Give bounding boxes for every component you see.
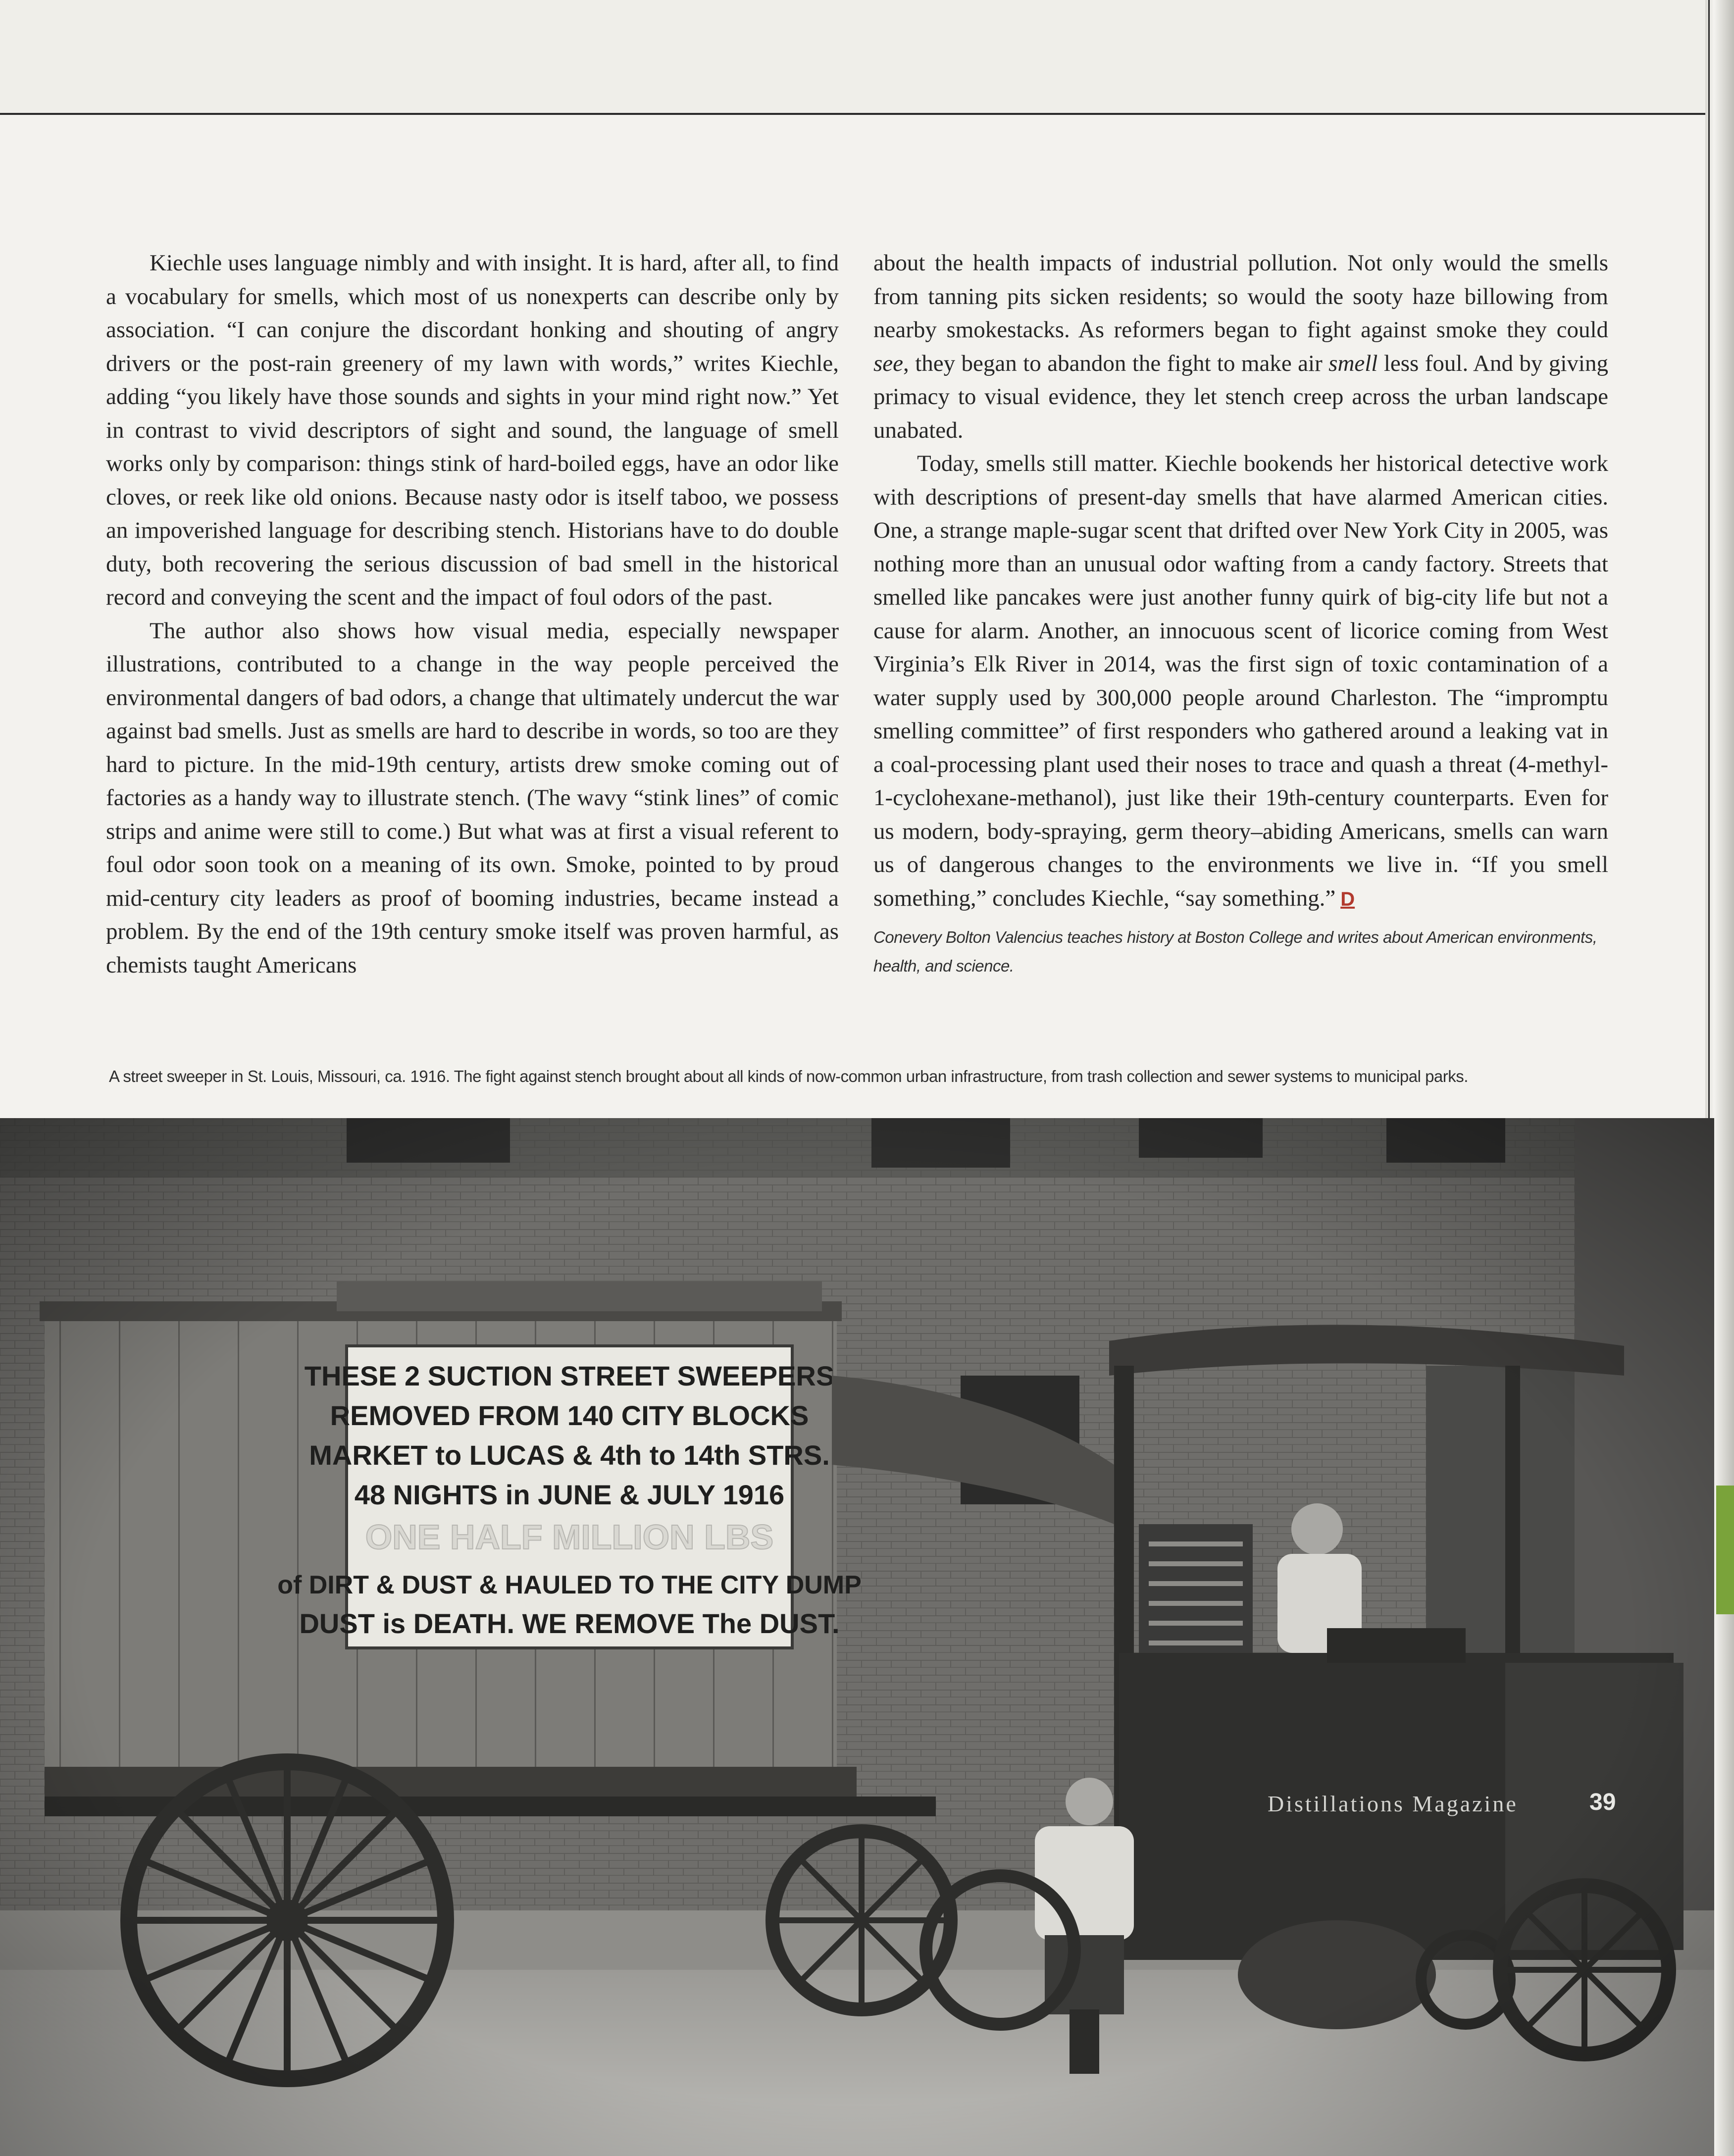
text-run: about the health impacts of industrial pollution. Not only would the smells from tanning pits sicken residents; so would the sooty haze billowing from nearby smokestacks. As reformers began to fight against smoke they could	[873, 250, 1608, 343]
article-paragraph	[873, 447, 1608, 916]
magazine-name: Distillations Magazine	[1268, 1791, 1518, 1816]
article-column-right	[873, 247, 1608, 980]
article-paragraph	[873, 247, 1608, 447]
article-paragraph: The author also shows how visual media, especially newspaper illustrations, contributed to a change in the way people perceived the environmental dangers of bad odors, a change that ultimately undercut the war against bad smells. Just as smells are hard to describe in words, so too are they hard to picture. In the mid-19th century, artists drew smoke coming out of factories as a handy way to illustrate stench. (The wavy “stink lines” of comic strips and anime were still to come.) But what was at first a visual referent to foul odor soon took on a meaning of its own. Smoke, pointed to by proud mid-century city leaders as proof of booming industries, became instead a problem. By the end of the 19th century smoke itself was proven harmful, as chemists taught Americans	[106, 617, 839, 978]
text-run: , they began to abandon the fight to make air	[903, 350, 1329, 376]
page-number: 39	[1589, 1789, 1616, 1815]
section-tab	[1716, 1486, 1734, 1614]
photo-illustration	[0, 1118, 1714, 2156]
end-of-article-mark: D	[1340, 888, 1355, 910]
article-paragraph: Kiechle uses language nimbly and with insight. It is hard, after all, to find a vocabulary for smells, which most of us nonexperts can describe only by association. “I can conjure the discordant honking and shouting of angry drivers or the post-rain greenery of my lawn with words,” writes Kiechle, adding “you likely have those sounds and sights in your mind right now.” Yet in contrast to vivid descriptors of sight and sound, the language of smell works only by comparison: things stink of hard-boiled eggs, have an odor like cloves, or reek like old onions. Because nasty odor is itself taboo, we possess an impoverished language for describing stench. Historians have to do double duty, both recovering the serious discussion of bad smell in the historical record and conveying the scent and the impact of foul odors of the past.	[106, 250, 839, 610]
page-header-band	[0, 0, 1734, 115]
text-run: less foul. And by giving primacy to visual evidence, they let stench creep across the urban landscape unabated.	[873, 350, 1608, 443]
emphasis-smell: smell	[1328, 350, 1378, 376]
text-run: Today, smells still matter. Kiechle bookends her historical detective work with descriptions of present-day smells that have alarmed American cities. One, a strange maple-sugar scent that drifted over New York City in 2005, was nothing more than an unusual odor wafting from a candy factory. Streets that smelled like pancakes were just another funny quirk of big-city life but not a cause for alarm. Another, an innocuous scent of licorice coming from West Virginia’s Elk River in 2014, was the first sign of toxic contamination of a water supply used by 300,000 people around Charleston. The “impromptu smelling committee” of first responders who gathered around a leaking vat in a coal-processing plant used their noses to trace and quash a threat (4-methyl-1-cyclohexane-methanol), just like their 19th-century counterparts. Even for us modern, body-spraying, germ theory–abiding Americans, smells can warn us of dangerous changes to the environments we live in. “If you smell something,” concludes Kiechle, “say something.”	[873, 451, 1608, 911]
historical-photo	[0, 1118, 1714, 2156]
emphasis-see: see	[873, 350, 904, 376]
article-column-left	[106, 247, 839, 982]
author-bio: Conevery Bolton Valencius teaches history at Boston College and writes about American environments, health, and science.	[873, 928, 1597, 975]
photo-caption: A street sweeper in St. Louis, Missouri, ca. 1916. The fight against stench brought about all kinds of now-common urban infrastructure, from trash collection and sewer systems to municipal parks.	[109, 1067, 1468, 1085]
